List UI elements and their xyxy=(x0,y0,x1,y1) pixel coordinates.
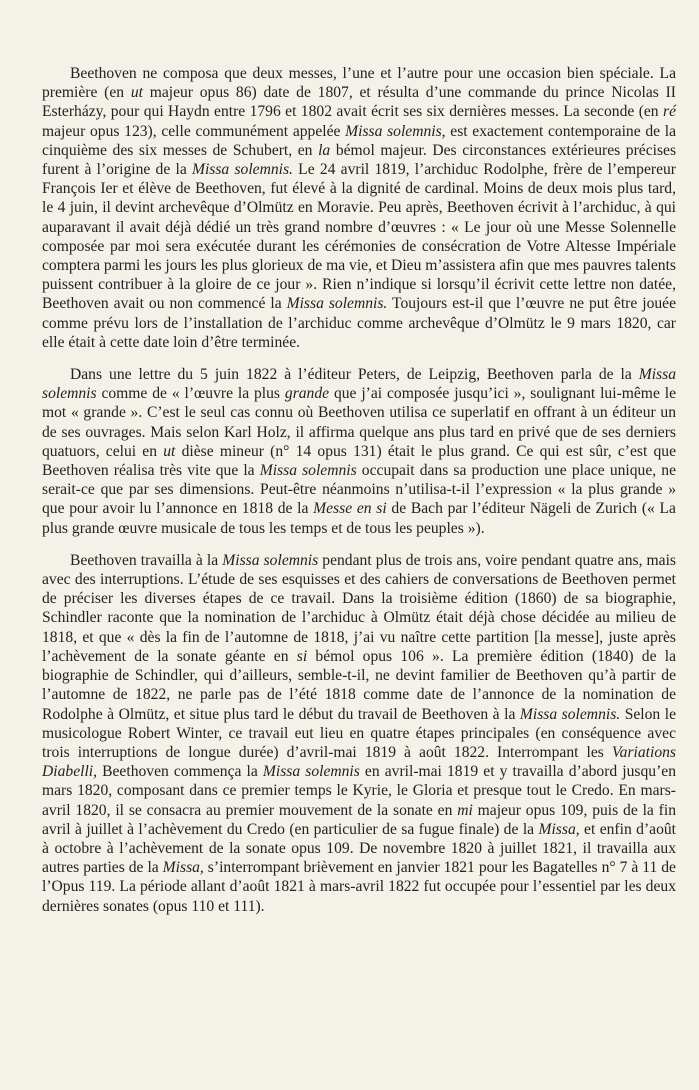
italic-text: si xyxy=(296,647,308,665)
text-run: occupait dans sa production une place unique, ne serait-ce que par ses dimensions. Peut-être néanmoins n’utilisa-t-il l’expression « la plus grande » que pour avoir lu l’annonce en 1818 de la xyxy=(42,462,677,518)
text-run: comme de « l’œuvre la plus xyxy=(96,385,285,403)
text-run: Le 24 avril 1819, l’archiduc Rodolphe, frère de l’empereur François Ier et élève de Beethoven, fut élevé à la dignité de cardinal. Moins de deux mois plus tard, le 4 juin, il devint archevêque d’Olmütz en Moravie. Peu après, Beethoven écrivit à l’archiduc, à qui auparavant il avait déjà dédié un très grand nombre d’œuvres : « Le jour où une Messe Solennelle composée par moi sera exécutée durant les cérémonies de consécration de Votre Altesse Impériale comptera parmi les jours les plus glorieux de ma vie, et Dieu m’assistera afin que mes pauvres talents puissent contribuer à la gloire de ce jour ». Rien n’indique si lorsqu’il écrivit cette lettre non datée, Beethoven avait ou non commencé la xyxy=(42,161,676,313)
italic-text: Messe en si xyxy=(313,500,387,518)
text-run: de Bach par l’éditeur Nägeli de Zurich (« La plus grande œuvre musicale de tous les temps et de tous les peuples »). xyxy=(42,500,676,537)
italic-text: Missa solemnis. xyxy=(286,295,388,313)
italic-text: Missa, xyxy=(162,859,204,877)
italic-text: Variations Diabelli, xyxy=(42,743,676,781)
italic-text: ut xyxy=(130,84,143,102)
text-run: Beethoven ne composa que deux messes, l’une et l’autre pour une occasion bien spéciale. La première (en xyxy=(42,65,676,102)
italic-text: ut xyxy=(163,442,176,460)
text-run: majeur opus 109, puis de la fin avril à juillet à l’achèvement du Credo (en particulier de sa fugue finale) de la xyxy=(42,801,676,838)
text-run: pendant plus de trois ans, voire pendant quatre ans, mais avec des interruptions. L’étude de ses esquisses et des cahiers de conversations de Beethoven permet de préciser les diverses étapes de ce travail. Dans la troisième édition (1860) de sa biographie, Schindler raconte que la nomination de l’archiduc à Olmütz était déjà chose décidée au milieu de 1818, et que « dès la fin de l’automne de 1818, j’ai vu naître cette partition [la messe], juste après l’achèvement de la sonate géante en xyxy=(42,551,677,665)
text-run: dièse mineur (n° 14 opus 131) était le plus grand. Ce qui est sûr, c’est que Beethoven réalisa très vite que la xyxy=(42,442,676,480)
italic-text: mi xyxy=(457,801,473,819)
italic-text: Missa solemnis xyxy=(262,763,360,781)
text-run: bémol majeur. Des circonstances extérieures précises furent à l’origine de la xyxy=(42,141,677,179)
text-run: Selon le musicologue Robert Winter, ce travail eut lieu en quatre étapes principales (en conséquence avec trois interruptions de longue durée) d’avril-mai 1819 à août 1822. Interrompant les xyxy=(42,705,676,761)
italic-text: Missa solemnis. xyxy=(191,161,293,179)
italic-text: Missa solemnis. xyxy=(519,705,621,723)
italic-text: la xyxy=(318,141,331,159)
italic-text: ré xyxy=(663,103,676,121)
text-run: majeur opus 86) date de 1807, et résulta d’une commande du prince Nicolas II Esterházy, pour qui Haydn entre 1796 et 1802 avait écrit ses six dernières messes. La seconde (en xyxy=(42,84,676,121)
text-run: Dans une lettre du 5 juin 1822 à l’éditeur Peters, de Leipzig, Beethoven parla de la xyxy=(70,366,639,384)
text-run: en avril-mai 1819 et y travailla d’abord jusqu’en mars 1820, composant dans ce premier temps le Kyrie, le Gloria et presque tout le Credo. En mars-avril 1820, il se consacra au premier mouvement de la sonate en xyxy=(42,763,676,819)
italic-text: Missa solemnis, xyxy=(345,122,446,140)
body-text xyxy=(42,64,676,929)
text-run: bémol opus 106 ». La première édition (1840) de la biographie de Schindler, qui d’ailleurs, semble-t-il, ne devint familier de Beethoven qu’à partir de l’automne de 1822, ne parle pas de l’été 1818 comme date de l’annonce de la nomination de Rodolphe à Olmütz, et situe plus tard le début du travail de Beethoven à la xyxy=(42,647,677,723)
text-run: et enfin d’août à octobre à l’achèvement de la sonate opus 109. De novembre 1820 à juillet 1821, il travailla aux autres parties de la xyxy=(42,820,676,877)
italic-text: Missa solemnis xyxy=(259,462,357,480)
text-run: s’interrompant brièvement en janvier 1821 pour les Bagatelles n° 7 à 11 de l’Opus 119. La période allant d’août 1821 à mars-avril 1822 fut occupée pour l’essentiel par les deux dernières sonates (opus 110 et 111). xyxy=(42,859,676,915)
text-run: Toujours est-il que l’œuvre ne put être jouée comme prévu lors de l’installation de l’archiduc comme archevêque d’Olmütz le 9 mars 1820, car elle était à cette date loin d’être terminée. xyxy=(42,295,677,351)
text-run: majeur opus 123), celle communément appelée xyxy=(42,122,346,140)
italic-text: Missa solemnis xyxy=(42,366,676,403)
text-run: est exactement contemporaine de la cinquième des six messes de Schubert, en xyxy=(42,122,677,159)
italic-text: grande xyxy=(284,385,330,403)
text-run: Beethoven commença la xyxy=(97,763,263,781)
paragraph-3 xyxy=(42,551,676,916)
text-run: Beethoven travailla à la xyxy=(70,551,223,569)
paragraph-2 xyxy=(42,365,676,538)
italic-text: Missa solemnis xyxy=(222,551,319,569)
paragraph-1 xyxy=(42,64,676,352)
text-run: que j’ai composée jusqu’ici », soulignant lui-même le mot « grande ». C’est le seul cas connu où Beethoven utilisa ce superlatif en offrant à un éditeur un de ses ouvrages. Mais selon Karl Holz, il affirma quelque ans plus tard en privé que de ses derniers quatuors, celui en xyxy=(42,385,676,460)
italic-text: Missa, xyxy=(538,820,580,838)
